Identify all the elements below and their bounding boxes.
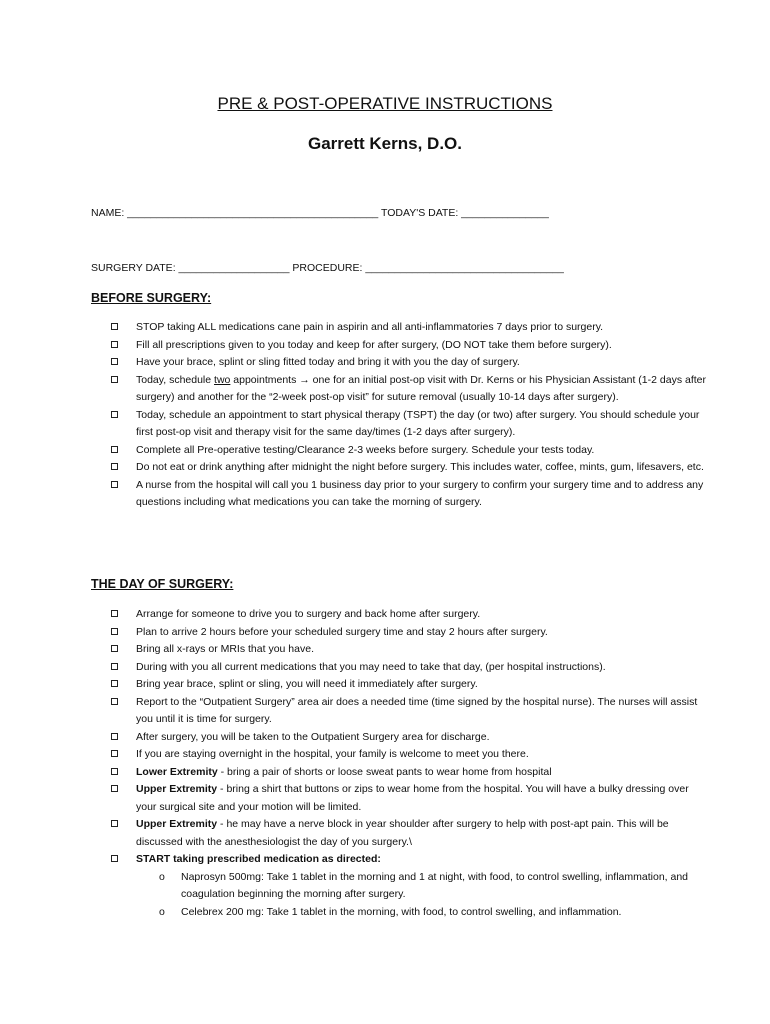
list-item: Bring year brace, splint or sling, you will need it immediately after surgery. (110, 676, 710, 694)
day-of-surgery-heading: THE DAY OF SURGERY: (91, 577, 234, 591)
list-item: Complete all Pre-operative testing/Clearance 2-3 weeks before surgery. Schedule your tests today. (110, 442, 710, 460)
checkbox-icon (111, 698, 118, 705)
list-item: After surgery, you will be taken to the Outpatient Surgery area for discharge. (110, 729, 710, 747)
circle-bullet-icon: o (159, 905, 165, 918)
list-item: Upper Extremity - he may have a nerve block in year shoulder after surgery to help with post-apt pain. This will be discussed with the anesthesiologist the day of you surgery.\ (110, 816, 710, 851)
before-surgery-list (110, 319, 710, 512)
list-item: Today, schedule two appointments → one for an initial post-op visit with Dr. Kerns or his Physician Assistant (1-2 days after surgery) and another for the “2-week post-op visit” for suture removal (usually 10-14 days after surgery). (110, 372, 710, 407)
day-of-surgery-list (110, 606, 710, 921)
checkbox-icon (111, 323, 118, 330)
before-surgery-heading: BEFORE SURGERY: (91, 291, 212, 305)
list-item: Do not eat or drink anything after midnight the night before surgery. This includes water, coffee, mints, gum, lifesavers, etc. (110, 459, 710, 477)
name-date-fields: NAME: ___________________________________________ TODAY'S DATE: _______________ (91, 207, 549, 219)
checkbox-icon (111, 341, 118, 348)
list-item: Bring all x-rays or MRIs that you have. (110, 641, 710, 659)
list-item: Today, schedule an appointment to start physical therapy (TSPT) the day (or two) after surgery. You should schedule your first post-op visit and therapy visit for the same day/times (1-2 days after surgery). (110, 407, 710, 442)
list-item: If you are staying overnight in the hospital, your family is welcome to meet you there. (110, 746, 710, 764)
list-item: Report to the “Outpatient Surgery” area air does a needed time (time signed by the hospital nurse). The nurses will assist you until it is time for surgery. (110, 694, 710, 729)
list-item: Lower Extremity - bring a pair of shorts or loose sweat pants to wear home from hospital (110, 764, 710, 782)
checkbox-icon (111, 446, 118, 453)
checkbox-icon (111, 663, 118, 670)
list-item: STOP taking ALL medications cane pain in aspirin and all anti-inflammatories 7 days prior to surgery. (110, 319, 710, 337)
checkbox-icon (111, 411, 118, 418)
list-item: During with you all current medications that you may need to take that day, (per hospital instructions). (110, 659, 710, 677)
list-item: Have your brace, splint or sling fitted today and bring it with you the day of surgery. (110, 354, 710, 372)
list-item: Arrange for someone to drive you to surgery and back home after surgery. (110, 606, 710, 624)
checkbox-icon (111, 628, 118, 635)
checkbox-icon (111, 481, 118, 488)
checkbox-icon (111, 680, 118, 687)
list-item: Fill all prescriptions given to you today and keep for after surgery, (DO NOT take them before surgery). (110, 337, 710, 355)
list-item: Upper Extremity - bring a shirt that buttons or zips to wear home from the hospital. You will have a bulky dressing over your surgical site and your motion will be limited. (110, 781, 710, 816)
list-item: START taking prescribed medication as directed: o Naprosyn 500mg: Take 1 tablet in the morning and 1 at night, with food, to control swelling, inflammation, and coagulation beginning the morning after surgery. o Celebrex 200 mg: Take 1 tablet in the morning, with food, to control swelling, and inflammation. (110, 851, 710, 921)
sub-list-item: o Celebrex 200 mg: Take 1 tablet in the morning, with food, to control swelling, and inflammation. (136, 904, 710, 922)
checkbox-icon (111, 610, 118, 617)
doctor-name: Garrett Kerns, D.O. (308, 134, 462, 153)
list-item: A nurse from the hospital will call you 1 business day prior to your surgery to confirm your surgery time and to address any questions including what medications you can take the morning of surgery. (110, 477, 710, 512)
checkbox-icon (111, 733, 118, 740)
sub-list-item: o Naprosyn 500mg: Take 1 tablet in the morning and 1 at night, with food, to control swelling, inflammation, and coagulation beginning the morning after surgery. (159, 870, 689, 900)
checkbox-icon (111, 645, 118, 652)
checkbox-icon (111, 855, 118, 862)
circle-bullet-icon: o (159, 870, 165, 883)
checkbox-icon (111, 785, 118, 792)
checkbox-icon (111, 376, 118, 383)
medication-sublist (136, 869, 710, 922)
page-title: PRE & POST-OPERATIVE INSTRUCTIONS (217, 94, 553, 113)
checkbox-icon (111, 820, 118, 827)
list-item: Plan to arrive 2 hours before your scheduled surgery time and stay 2 hours after surgery. (110, 624, 710, 642)
checkbox-icon (111, 358, 118, 365)
checkbox-icon (111, 768, 118, 775)
checkbox-icon (111, 750, 118, 757)
checkbox-icon (111, 463, 118, 470)
surgery-procedure-fields: SURGERY DATE: ___________________ PROCEDURE: __________________________________ (91, 262, 564, 274)
